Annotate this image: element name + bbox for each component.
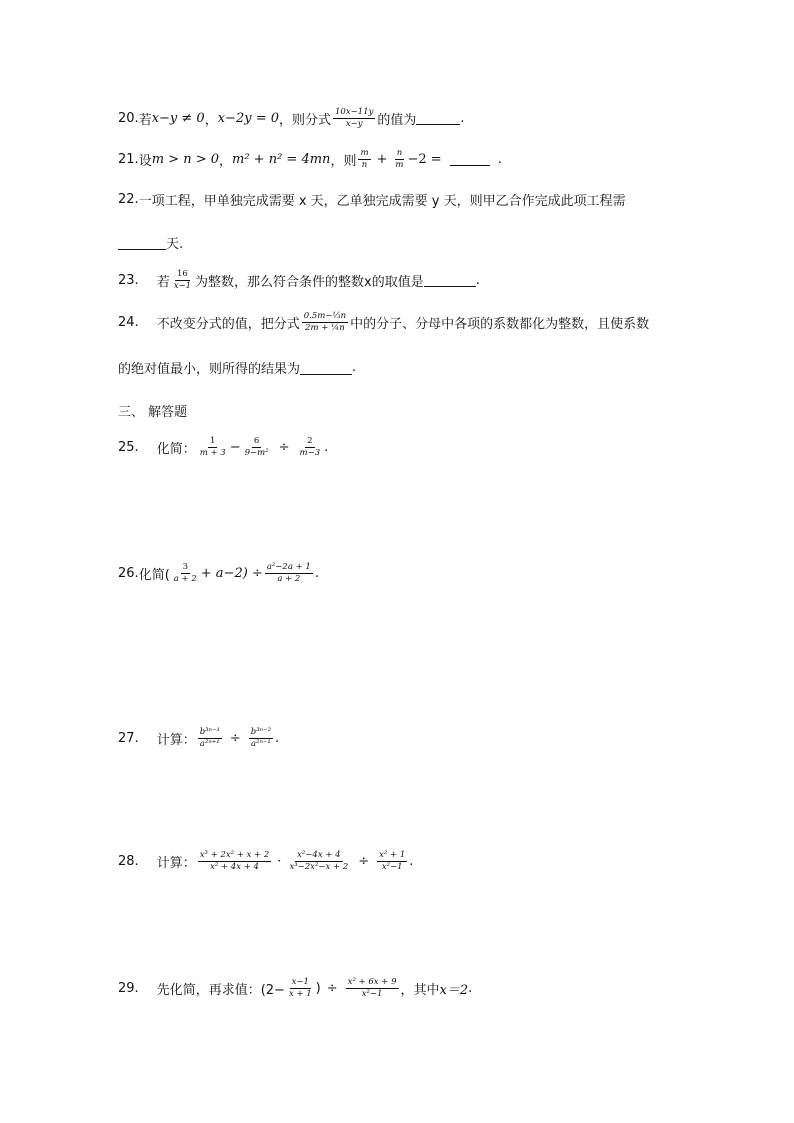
question-28 (118, 851, 413, 872)
math-expression: + a−2) ÷ (200, 565, 263, 581)
answer-blank[interactable] (450, 152, 490, 166)
math-condition: m > n > 0 (151, 151, 219, 167)
fraction-numerator: x² + 6x + 9 (347, 977, 397, 987)
period: . (314, 565, 319, 581)
fraction-numerator: x−1 (291, 977, 309, 987)
question-number: 26. (118, 565, 139, 581)
fraction (302, 312, 348, 333)
question-text: 的绝对值最小，则所得的结果为 (118, 362, 301, 377)
fraction (377, 851, 407, 872)
fraction-numerator: m (360, 148, 369, 158)
math-condition: x−2y = 0 (217, 110, 279, 126)
fraction-numerator: x² + 1 (379, 850, 406, 860)
section-heading (118, 401, 187, 420)
question-number: 23. (118, 272, 139, 288)
fraction-denominator: m−3 (299, 447, 321, 458)
question-text: 为整数，那么符合条件的整数x的取值是 (195, 274, 424, 290)
question-number: 24. (118, 314, 139, 330)
minus-sign: − (229, 439, 241, 455)
period: . (409, 853, 414, 869)
question-text: ，则 (330, 153, 357, 169)
math-condition: x＝2 (439, 982, 469, 998)
fraction (265, 563, 313, 584)
period: . (324, 439, 329, 455)
question-number: 22. (118, 192, 139, 207)
question-text: 化简： (156, 441, 196, 457)
fraction-numerator: 1 (209, 436, 216, 446)
fraction-denominator: x²−1 (381, 861, 403, 872)
fraction-numerator: 6 (253, 436, 260, 446)
question-text: 设 (138, 153, 152, 169)
period: . (497, 151, 502, 167)
question-21 (118, 149, 502, 170)
question-number: 29. (118, 980, 139, 996)
fraction-numerator: 10x−11y (335, 107, 374, 117)
fraction-denominator: a²ⁿ⁻¹ (250, 738, 271, 749)
separator: ， (219, 153, 233, 169)
fraction (172, 270, 193, 291)
question-number: 21. (118, 151, 139, 167)
fraction-denominator: n (361, 159, 368, 170)
question-number: 28. (118, 853, 139, 869)
question-27 (118, 728, 279, 749)
question-text: ，则分式 (279, 112, 332, 128)
fraction-numerator: b³ⁿ⁻¹ (199, 727, 220, 737)
fraction-numerator: x³ + 2x² + x + 2 (199, 850, 270, 860)
fraction-denominator: x−1 (173, 280, 192, 291)
fraction-denominator: 2m + ¼n (305, 322, 345, 333)
separator: ， (204, 112, 218, 128)
fraction-denominator: x³−2x²−x + 2 (289, 861, 349, 872)
question-text: 若 (156, 274, 170, 290)
fraction-numerator: x²−4x + 4 (297, 850, 341, 860)
question-text: 若 (138, 112, 152, 128)
question-23 (118, 270, 480, 291)
question-text: 化简( (138, 567, 170, 583)
math-condition: m² + n² = 4mn (232, 151, 331, 167)
multiply-dot: · (277, 853, 282, 869)
math-condition: x−y ≠ 0 (151, 110, 205, 126)
fraction (298, 437, 323, 458)
question-24-line-2 (118, 358, 356, 377)
divide-sign: ÷ (326, 980, 338, 996)
fraction (198, 437, 228, 458)
question-text: 的值为 (377, 112, 417, 128)
math-expression: −2 = (407, 151, 442, 167)
question-text: 一项工程，甲单独完成需要 x 天，乙单独完成需要 y 天，则甲乙合作完成此项工程需 (138, 194, 626, 209)
fraction-numerator: n (396, 148, 403, 158)
fraction-numerator: 2 (307, 436, 313, 446)
divide-sign: ÷ (278, 439, 290, 455)
fraction-denominator: x + 1 (288, 988, 312, 999)
fraction-denominator: x²−1 (361, 988, 383, 999)
answer-blank[interactable] (118, 236, 166, 250)
fraction-denominator: a + 2 (277, 573, 301, 584)
question-number: 27. (118, 730, 139, 746)
question-26 (118, 563, 319, 584)
fraction-denominator: m (395, 159, 404, 170)
fraction-numerator: 0.5m−⅓n (303, 311, 347, 321)
question-29 (118, 978, 472, 999)
question-text: 不改变分式的值，把分式 (156, 316, 300, 332)
fraction (172, 563, 199, 584)
fraction (346, 978, 399, 999)
fraction (287, 978, 314, 999)
question-text: 计算： (156, 855, 196, 871)
fraction-denominator: a²ⁿ⁺¹ (199, 738, 220, 749)
fraction-denominator: x² + 4x + 4 (210, 861, 259, 872)
fraction-denominator: m + 3 (199, 447, 226, 458)
period: . (460, 110, 465, 126)
fraction (333, 108, 375, 129)
period: . (475, 272, 480, 288)
fraction (243, 437, 271, 458)
fraction-denominator: a + 2 (173, 573, 197, 584)
question-text: 先化简，再求值：(2− (156, 982, 285, 998)
period: . (468, 980, 473, 996)
question-text: 计算： (156, 732, 196, 748)
answer-blank[interactable] (416, 111, 460, 125)
answer-blank[interactable] (300, 361, 352, 375)
section-title: 三、 解答题 (118, 405, 188, 420)
fraction-numerator: b³ⁿ⁻² (250, 727, 271, 737)
question-text: 天. (166, 237, 184, 252)
period: . (274, 730, 280, 746)
question-text: ，其中 (400, 982, 440, 998)
question-number: 20. (118, 110, 139, 126)
question-20 (118, 108, 465, 129)
question-22-line-2 (118, 233, 183, 252)
fraction (249, 728, 273, 749)
fraction-numerator: 16 (176, 269, 188, 279)
fraction-numerator: a²−2a + 1 (266, 562, 311, 572)
fraction (358, 149, 370, 170)
question-number: 25. (118, 439, 139, 455)
answer-blank[interactable] (424, 273, 476, 287)
question-22 (118, 190, 626, 209)
close-paren: ) (315, 980, 321, 996)
plus-sign: + (376, 151, 388, 167)
question-text: 中的分子、分母中各项的系数都化为整数，且使系数 (350, 316, 650, 332)
divide-sign: ÷ (358, 853, 370, 869)
fraction (287, 851, 350, 872)
fraction (198, 851, 272, 872)
divide-sign: ÷ (229, 730, 241, 746)
fraction-denominator: x−y (345, 118, 363, 129)
fraction-numerator: 3 (182, 562, 188, 572)
fraction (198, 728, 222, 749)
question-24 (118, 312, 649, 333)
question-25 (118, 437, 328, 458)
fraction-denominator: 9−m² (244, 447, 269, 458)
fraction (393, 149, 405, 170)
period: . (352, 360, 357, 375)
